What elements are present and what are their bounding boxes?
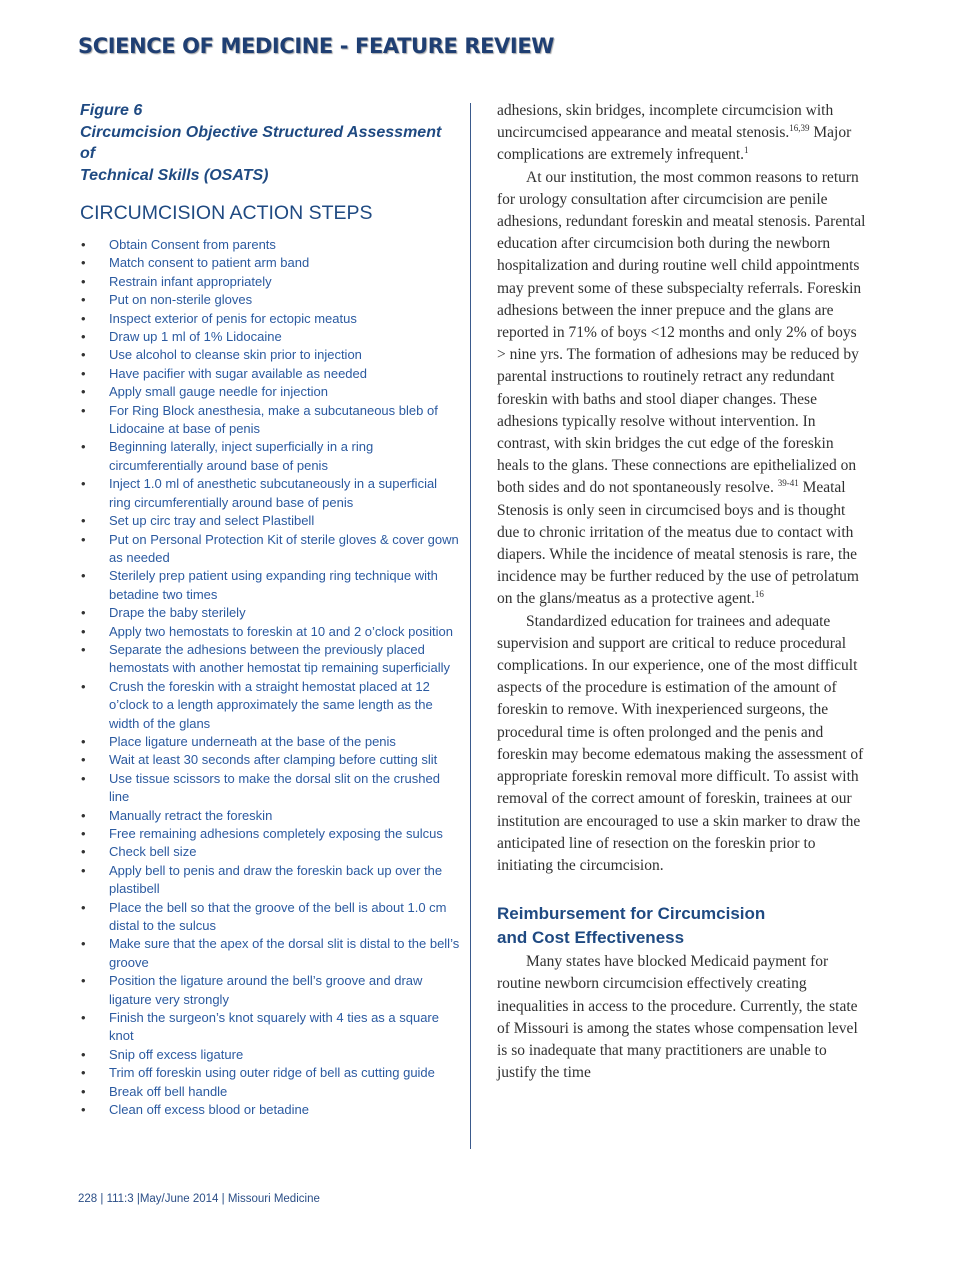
step-text: Use tissue scissors to make the dorsal slit on the crushed line [109, 770, 440, 805]
step-item [80, 733, 460, 751]
bullet-icon: • [81, 752, 86, 768]
step-text: Snip off excess ligature [109, 1046, 244, 1062]
bullet-icon: • [81, 531, 86, 547]
step-text: Separate the adhesions between the previously placed hemostats with another hemostat tip remaining superficially [109, 641, 451, 676]
bullet-icon: • [81, 255, 86, 271]
bullet-icon: • [81, 292, 86, 308]
citation: 39-41 [777, 478, 799, 489]
citation: 1 [744, 145, 749, 156]
step-item [80, 383, 460, 401]
step-item [80, 1064, 460, 1082]
bullet-icon: • [81, 329, 86, 345]
bullet-icon: • [81, 402, 86, 418]
step-item [80, 623, 460, 641]
bullet-icon: • [81, 365, 86, 381]
step-text: Break off bell handle [109, 1083, 228, 1099]
paragraph-3: Standardized education for trainees and adequate supervision and support are critical to reduce procedural complications. In our experience, one of the most difficult aspects of the procedure is estimation of the amount of foreskin to remove. With inexperienced surgeons, the procedural time is often prolonged and the penis and foreskin may become edematous making the assessment of appropriate foreskin removal more difficult. To assist with removal of the correct amount of foreskin, trainees at our institution are encouraged to use a skin marker to draw the anticipated line of resection on the foreskin prior to initiating the circumcision. [497, 612, 864, 874]
step-text: Apply two hemostats to foreskin at 10 and 2 o’clock position [109, 623, 453, 639]
bullet-icon: • [81, 476, 86, 492]
figure-label: Figure 6 [80, 102, 143, 119]
bullet-icon: • [81, 347, 86, 363]
step-item [80, 365, 460, 383]
article-body [497, 100, 869, 1084]
step-text: Have pacifier with sugar available as needed [109, 365, 367, 381]
steps-heading: CIRCUMCISION ACTION STEPS [80, 202, 373, 224]
paragraph-4: Many states have blocked Medicaid payment for routine newborn circumcision effectively creating inequalities in access to the procedure. Currently, the state of Missouri is among the states whose compensation level is so inadequate that many practitioners are unable to justify the time [497, 953, 858, 1082]
figure-title-line2: Technical Skills (OSATS) [80, 166, 269, 184]
step-text: Wait at least 30 seconds after clamping before cutting slit [109, 752, 438, 768]
citation: 16 [754, 589, 764, 600]
step-text: Crush the foreskin with a straight hemostat placed at 12 o’clock to a length approximately the same length as the width of the glans [109, 678, 433, 731]
step-text: Drape the baby sterilely [109, 605, 246, 621]
step-item [80, 1101, 460, 1119]
step-item [80, 807, 460, 825]
bullet-icon: • [81, 1046, 86, 1062]
step-item [80, 475, 460, 512]
step-text: Inspect exterior of penis for ectopic meatus [109, 310, 357, 326]
step-text: Put on non-sterile gloves [109, 292, 253, 308]
bullet-icon: • [81, 568, 86, 584]
step-text: Position the ligature around the bell’s groove and draw ligature very strongly [109, 973, 423, 1007]
step-item [80, 1009, 460, 1046]
step-text: Check bell size [109, 844, 197, 860]
step-text: Sterilely prep patient using expanding ring technique with betadine two times [109, 568, 438, 602]
step-text: Clean off excess blood or betadine [109, 1102, 309, 1118]
figure-caption [80, 100, 460, 186]
step-item [80, 402, 460, 439]
step-item [80, 236, 460, 254]
step-text: Manually retract the foreskin [109, 807, 273, 823]
step-item [80, 273, 460, 291]
paragraph-2: At our institution, the most common reasons to return for urology consultation after circumcision are penile adhesions, redundant foreskin and meatal stenosis. Parental education after circumcision both during the newborn hospitalization and during routine well child appointments may prevent some of these subspecialty referrals. Foreskin adhesions between the inner prepuce and the glans are reported in 71% of boys <12 months and only 2% of boys > nine yrs. The formation of adhesions may be reduced by parental instructions to routinely retract any redundant foreskin with baths and stool diaper changes. These adhesions typically resolve without intervention. In contrast, with skin bridges the cut edge of the foreskin heals to the glans. These connections are epithelialized on both sides and do not spontaneously resolve. $^{39-41}$ Meatal Stenosis is only seen in circumcised boys and is thought due to chronic irritation of the meatus due to contact with diapers. While the incidence of meatal stenosis is rare, the incidence may be further reduced by the use of petrolatum on the glans/meatus as a protective agent.$^{16}$ [497, 168, 866, 608]
step-item [80, 310, 460, 328]
bullet-icon: • [81, 826, 86, 841]
step-item [80, 862, 460, 899]
bullet-icon: • [81, 844, 86, 860]
step-text: Match consent to patient arm band [109, 255, 310, 271]
bullet-icon: • [81, 623, 86, 639]
step-item [80, 1083, 460, 1101]
bullet-icon: • [81, 1083, 86, 1099]
bullet-icon: • [81, 605, 86, 621]
paragraph-1: adhesions, skin bridges, incomplete circumcision with uncircumcised appearance and meatal stenosis.$^{16,39}$ Major complications are extremely infrequent.$^1$ [497, 102, 852, 164]
step-item [80, 1046, 460, 1064]
step-text: Apply bell to penis and draw the foreskin back up over the plastibell [109, 862, 443, 897]
bullet-icon: • [81, 899, 86, 915]
bullet-icon: • [81, 862, 86, 878]
step-text: Free remaining adhesions completely exposing the sulcus [109, 826, 443, 841]
step-item [80, 751, 460, 769]
step-text: Obtain Consent from parents [109, 237, 276, 252]
step-item [80, 825, 460, 843]
step-item [80, 346, 460, 364]
step-item [80, 770, 460, 807]
step-item [80, 512, 460, 530]
step-text: Trim off foreskin using outer ridge of bell as cutting guide [109, 1065, 435, 1081]
step-text: Restrain infant appropriately [109, 273, 272, 289]
bullet-icon: • [81, 678, 86, 694]
bullet-icon: • [81, 439, 86, 455]
step-text: For Ring Block anesthesia, make a subcutaneous bleb of Lidocaine at base of penis [109, 402, 438, 437]
citation: 16,39 [789, 123, 810, 134]
step-item [80, 438, 460, 475]
bullet-icon: • [81, 936, 86, 952]
step-item [80, 254, 460, 272]
step-item [80, 291, 460, 309]
step-text: Set up circ tray and select Plastibell [109, 513, 315, 529]
step-text: Draw up 1 ml of 1% Lidocaine [109, 329, 282, 345]
bullet-icon: • [81, 807, 86, 823]
page-header: SCIENCE OF MEDICINE - FEATURE REVIEW [78, 34, 555, 58]
bullet-icon: • [81, 641, 86, 657]
bullet-icon: • [81, 1010, 86, 1026]
step-item [80, 899, 460, 936]
bullet-icon: • [81, 1065, 86, 1081]
bullet-icon: • [81, 973, 86, 989]
step-item [80, 328, 460, 346]
step-item [80, 678, 460, 733]
bullet-icon: • [81, 513, 86, 529]
step-text: Beginning laterally, inject superficially in a ring circumferentially around base of penis [109, 439, 374, 473]
page-footer: 228 | 111:3 |May/June 2014 | Missouri Medicine [78, 1193, 320, 1205]
bullet-icon: • [81, 384, 86, 400]
step-text: Make sure that the apex of the dorsal slit is distal to the bell’s groove [109, 936, 460, 970]
step-item [80, 935, 460, 972]
steps-list [80, 236, 460, 1120]
step-item [80, 843, 460, 861]
step-text: Put on Personal Protection Kit of sterile gloves & cover gown as needed [109, 531, 459, 565]
figure-title-line1: Circumcision Objective Structured Assessment of [80, 123, 442, 162]
figure-panel [80, 100, 460, 1120]
step-text: Inject 1.0 ml of anesthetic subcutaneously in a superficial ring circumferentially around base of penis [109, 476, 438, 510]
bullet-icon: • [81, 1102, 86, 1118]
section-heading: Reimbursement for Circumcision and Cost Effectiveness [497, 904, 766, 947]
column-divider [470, 103, 471, 1149]
step-text: Use alcohol to cleanse skin prior to injection [109, 347, 362, 363]
step-item [80, 567, 460, 604]
step-text: Place the bell so that the groove of the bell is about 1.0 cm distal to the sulcus [109, 899, 447, 934]
bullet-icon: • [81, 770, 86, 786]
bullet-icon: • [81, 237, 86, 252]
step-item [80, 604, 460, 622]
bullet-icon: • [81, 733, 86, 749]
step-item [80, 972, 460, 1009]
step-item [80, 531, 460, 568]
step-text: Apply small gauge needle for injection [109, 384, 328, 400]
bullet-icon: • [81, 273, 86, 289]
step-text: Finish the surgeon’s knot squarely with 4 ties as a square knot [109, 1010, 439, 1044]
bullet-icon: • [81, 310, 86, 326]
step-text: Place ligature underneath at the base of the penis [109, 733, 396, 749]
step-item [80, 641, 460, 678]
